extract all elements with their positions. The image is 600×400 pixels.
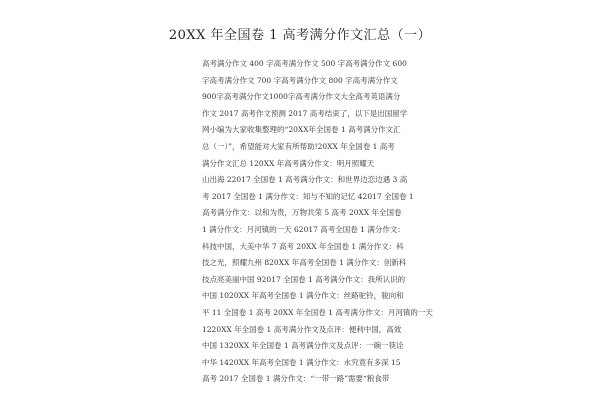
body-line: 高考 2017 全国卷 1 满分作文：“一带一路”需要“粮食带 [202, 374, 390, 384]
body-line: 科技中国，大美中华 7 高考 20XX 年全国卷 1 满分作文：科 [202, 241, 404, 251]
body-line: 中国 1020XX 年高考全国卷 1 满分作文：丝路驼铃，骏向和 [202, 291, 404, 301]
body-line: 总（一）”，希望能对大家有所帮助!20XX 年全国卷 1 高考 [202, 141, 395, 151]
body-line: 网小编为大家收集整理的“20XX年全国卷 1 高考满分作文汇 [202, 125, 401, 135]
body-line: 中华 1420XX 年高考全国卷 1 满分作文：水究竟有多深 15 [202, 357, 401, 367]
body-line: 1 满分作文：月河镇的一天 62017 高考全国卷 1 满分作文： [202, 224, 405, 234]
document-body [202, 56, 433, 388]
body-line: 字高考满分作文 700 字高考满分作文 800 字高考满分作文 [202, 75, 398, 85]
document-title: 20XX 年全国卷 1 高考满分作文汇总（一） [168, 28, 432, 43]
body-line: 900字高考满分作文1000字高考满分作文大全高考英语满分 [202, 92, 401, 102]
body-line: 高考满分作文：以和为贵，万物共荣 5 高考 20XX 年全国卷 [202, 208, 402, 218]
body-line: 中国 1320XX 年全国卷 1 高考满分作文及点评：一碗一筷诠 [202, 341, 404, 351]
body-line: 技点亮美丽中国 92017 全国卷 1 高考满分作文：我所认识的 [202, 274, 406, 284]
body-line: 山出海 22017 全国卷 1 高考满分作文：和世界边恋边遇 3 高 [202, 175, 408, 185]
body-line: 1220XX 年全国卷 1 高考满分作文及点评：便利中国，高效 [202, 324, 402, 334]
body-line: 作文 2017 高考作文预测 2017 高考结束了，以下是出国留学 [202, 108, 408, 118]
body-line: 高考满分作文 400 字高考满分作文 500 字高考满分作文 600 [202, 59, 407, 68]
body-line: 平 11 全国卷 1 高考 20XX 年全国卷 1 高考满分作文：月河镇的一天 [202, 307, 433, 317]
body-line: 满分作文汇总 120XX 年高考满分作文：明月照耀天 [202, 158, 375, 168]
body-line: 考 2017 全国卷 1 满分作文：知与不知的记忆 42017 全国卷 1 [202, 191, 414, 201]
body-line: 技之光，照耀九州 820XX 年高考全国卷 1 满分作文：创新科 [202, 258, 407, 268]
